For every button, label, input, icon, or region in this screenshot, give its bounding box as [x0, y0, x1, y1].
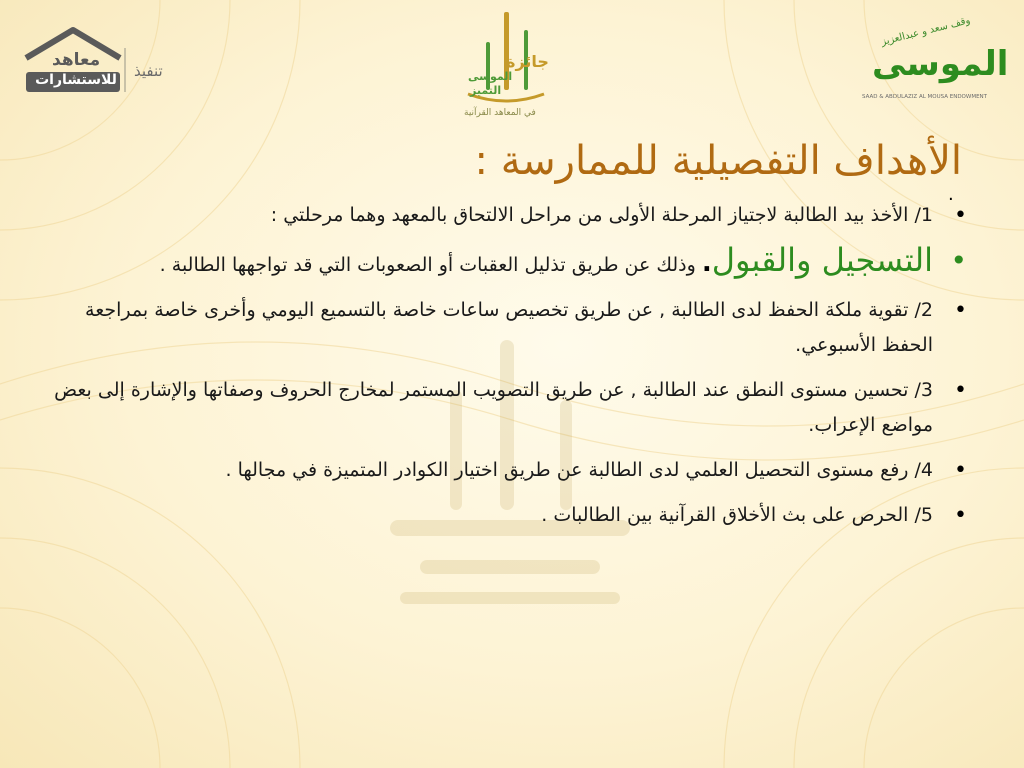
center-logo-line3: التميز: [470, 84, 502, 97]
bullet-text: 3/ تحسين مستوى النطق عند الطالبة , عن طريق التصويب المستمر لمخارج الحروف وصفاتها والإشارة إلى بعض مواضع الإعراب.: [54, 379, 933, 436]
bullet-highlight-dot: .: [701, 248, 712, 278]
left-logo-label: تنفيذ: [134, 62, 163, 80]
consulting-institutes-logo: [18, 24, 198, 94]
bullet-item-6: [50, 498, 975, 533]
bullet-text: 5/ الحرص على بث الأخلاق القرآنية بين الطالبات .: [541, 504, 933, 526]
slide-title: الأهداف التفصيلية للممارسة :: [474, 138, 962, 184]
bullet-list: [50, 198, 975, 543]
bullet-icon: •: [950, 244, 967, 277]
bullet-text: 2/ تقوية ملكة الحفظ لدى الطالبة , عن طريق تخصيص ساعات خاصة بالتسميع اليومي وأخرى خاصة بمراجعة الحفظ الأسبوعي.: [85, 299, 933, 356]
bullet-item-3: [50, 293, 975, 363]
bullet-item-1: [50, 198, 975, 233]
center-logo-line1: جائزة: [506, 52, 549, 71]
bullet-icon: •: [954, 298, 967, 323]
mousa-endowment-logo: [860, 14, 1010, 106]
bullet-item-4: [50, 373, 975, 443]
bullet-text: 4/ رفع مستوى التحصيل العلمي لدى الطالبة عن طريق اختيار الكوادر المتميزة في مجالها .: [225, 459, 933, 481]
registration-acceptance-highlight: التسجيل والقبول: [711, 241, 933, 279]
right-logo-sub: SAAD & ABDULAZIZ AL MOUSA ENDOWMENT: [862, 94, 988, 100]
bullet-item-2: [50, 243, 975, 283]
bullet-text: وذلك عن طريق تذليل العقبات أو الصعوبات التي قد تواجهها الطالبة .: [159, 254, 696, 276]
left-logo-line2: للاستشارات: [35, 72, 117, 88]
bullet-icon: •: [954, 378, 967, 403]
center-logo-line4: في المعاهد القرآنية: [464, 108, 536, 118]
right-logo-top: وقف سعد و عبدالعزيز: [880, 15, 972, 48]
left-logo-line1: معاهد: [52, 50, 101, 70]
bullet-icon: •: [954, 458, 967, 483]
crescent-icon: [980, 14, 1000, 34]
bullet-icon: •: [954, 503, 967, 528]
title-dot: .: [948, 184, 954, 205]
right-logo-main: الموسى: [872, 44, 1009, 84]
center-logo-line2: الموسى: [468, 70, 513, 83]
bullet-text: 1/ الأخذ بيد الطالبة لاجتياز المرحلة الأولى من مراحل الالتحاق بالمعهد وهما مرحلتي :: [270, 204, 933, 226]
bullet-icon: •: [954, 203, 967, 228]
bullet-item-5: [50, 453, 975, 488]
logo-divider: [124, 48, 126, 92]
mousa-award-logo: [458, 8, 554, 126]
